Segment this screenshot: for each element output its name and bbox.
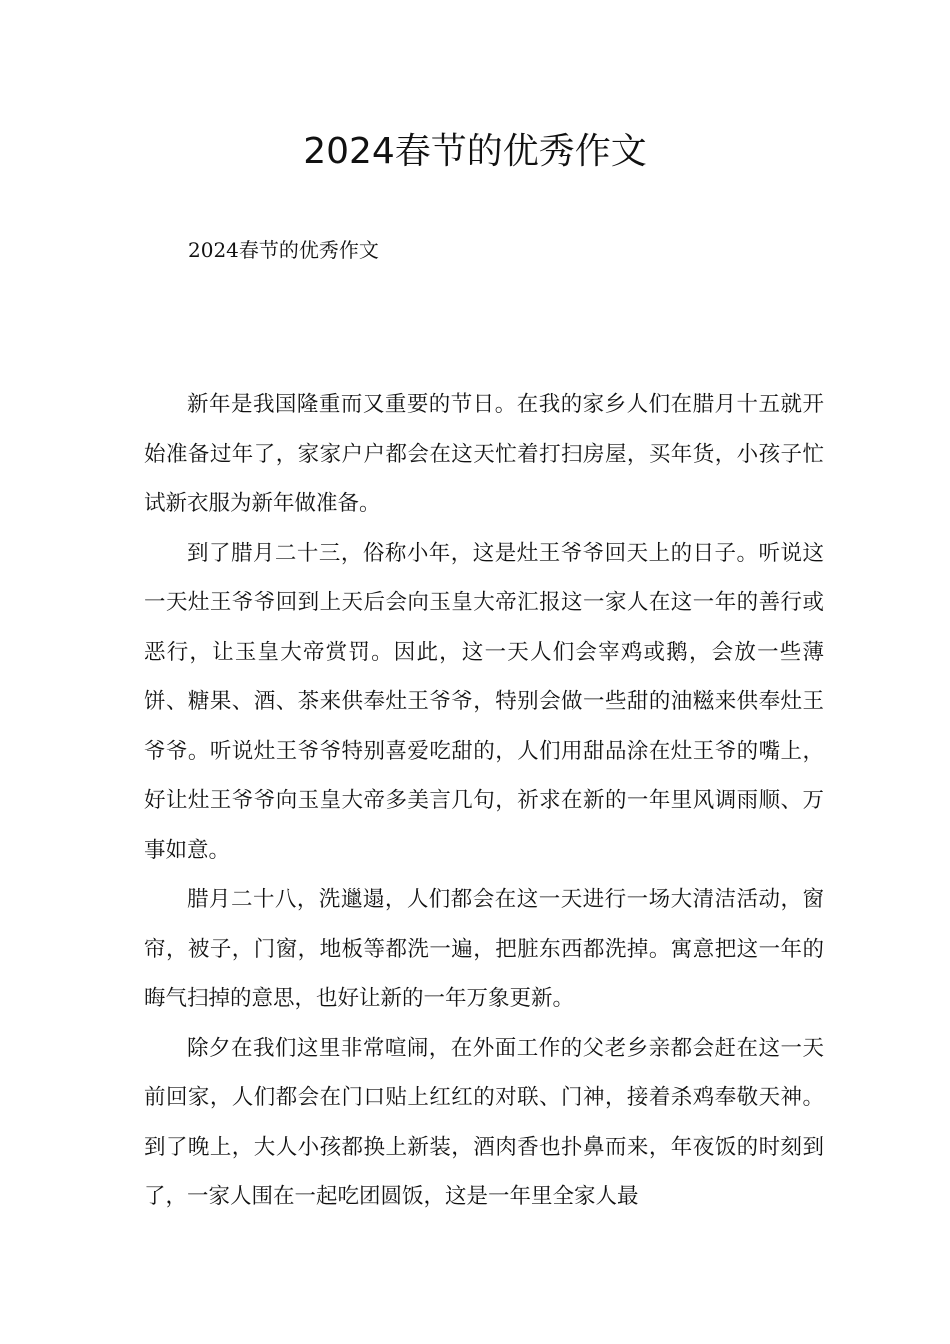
- paragraph-4: 除夕在我们这里非常喧闹，在外面工作的父老乡亲都会赶在这一天前回家，人们都会在门口贴上红红的对联、门神，接着杀鸡奉敬天神。到了晚上，大人小孩都换上新装，酒肉香也扑鼻而来，年夜饭的时刻到了，一家人围在一起吃团圆饭，这是一年里全家人最: [144, 1035, 824, 1209]
- document-title: 2024春节的优秀作文: [303, 131, 647, 172]
- paragraph-1: 新年是我国隆重而又重要的节日。在我的家乡人们在腊月十五就开始准备过年了，家家户户都会在这天忙着打扫房屋，买年货，小孩子忙试新衣服为新年做准备。: [144, 392, 824, 516]
- document-subtitle: 2024春节的优秀作文: [188, 238, 379, 262]
- paragraph-2: 到了腊月二十三，俗称小年，这是灶王爷爷回天上的日子。听说这一天灶王爷爷回到上天后会向玉皇大帝汇报这一家人在这一年的善行或恶行，让玉皇大帝赏罚。因此，这一天人们会宰鸡或鹅，会放一些薄饼、糖果、酒、茶来供奉灶王爷爷，特别会做一些甜的油糍来供奉灶王爷爷。听说灶王爷爷特别喜爱吃甜的，人们用甜品涂在灶王爷的嘴上，好让灶王爷爷向玉皇大帝多美言几句，祈求在新的一年里风调雨顺、万事如意。: [144, 540, 824, 863]
- document-body: [144, 380, 824, 1222]
- paragraph-3: 腊月二十八，洗邋遢，人们都会在这一天进行一场大清洁活动，窗帘，被子，门窗，地板等都洗一遍，把脏东西都洗掉。寓意把这一年的晦气扫掉的意思，也好让新的一年万象更新。: [144, 887, 824, 1011]
